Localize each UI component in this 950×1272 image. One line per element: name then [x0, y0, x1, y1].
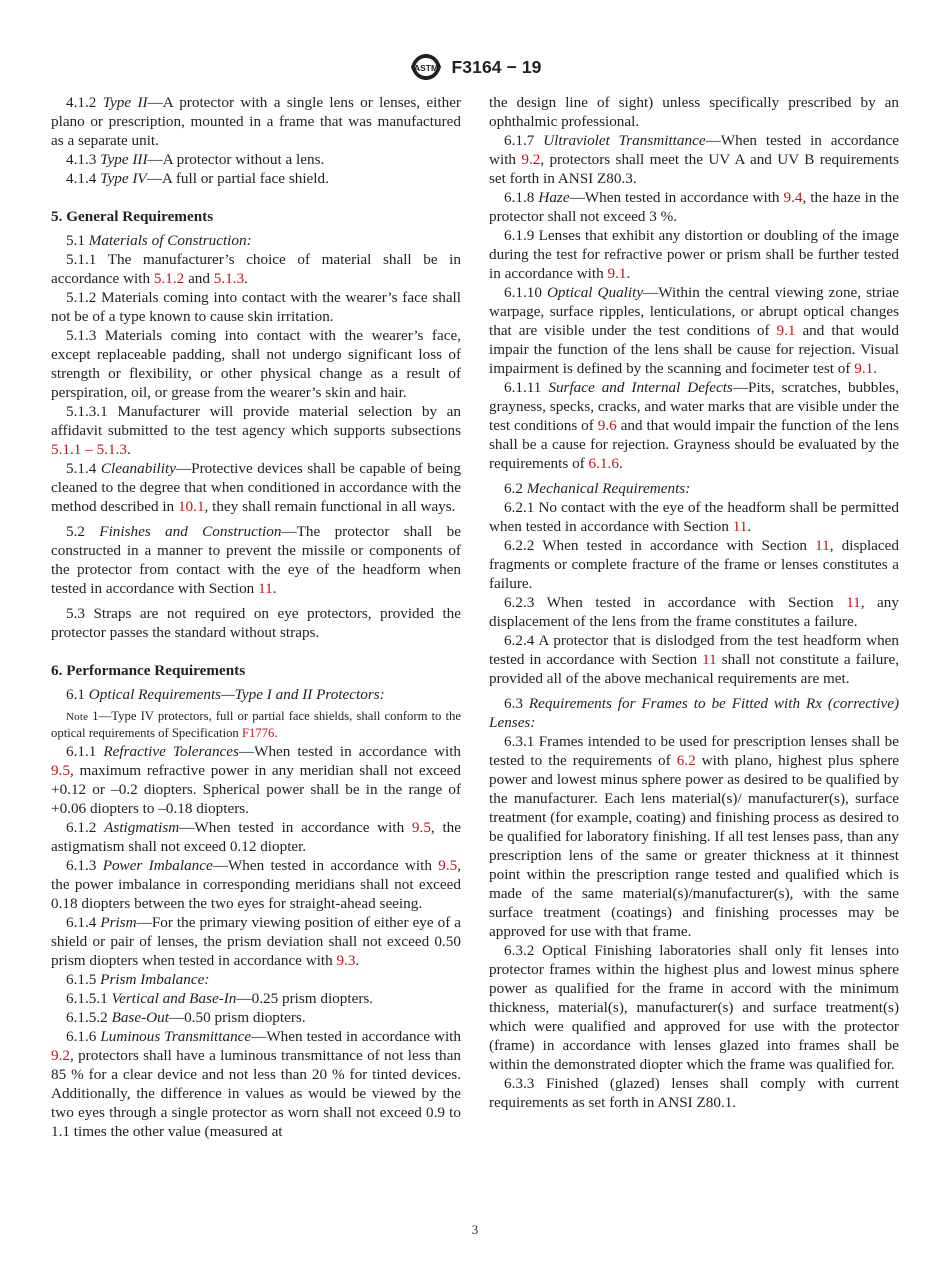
para-6-1-3: 6.1.3 Power Imbalance—When tested in accordance with 9.5, the power imbalance in corresponding meridians shall not exceed 0.18 diopters between the two eyes for straight-ahead seeing.	[51, 857, 462, 912]
para-6-2-1: 6.2.1 No contact with the eye of the headform shall be permitted when tested in accordance with Section 11.	[489, 499, 899, 535]
ref-link[interactable]: 11	[846, 594, 861, 611]
note-1: Note 1—Type IV protectors, full or partial face shields, shall conform to the optical requirements of Specification F1776.	[51, 709, 461, 740]
ref-link[interactable]: 9.6	[597, 417, 617, 434]
para-6-1-8: 6.1.8 Haze—When tested in accordance with 9.4, the haze in the protector shall not exceed 3 %.	[489, 189, 899, 225]
page-number: 3	[471, 1222, 479, 1237]
para-6-1-2: 6.1.2 Astigmatism—When tested in accordance with 9.5, the astigmatism shall not exceed 0.12 diopter.	[51, 819, 461, 855]
ref-link[interactable]: 9.4	[783, 189, 803, 206]
para-6-3: 6.3 Requirements for Frames to be Fitted with Rx (corrective) Lenses:	[489, 695, 900, 731]
ref-link[interactable]: 11	[258, 580, 273, 597]
ref-link[interactable]: 10.1	[177, 498, 205, 515]
ref-link[interactable]: 9.5	[411, 819, 431, 836]
para-4-1-4: 4.1.4 Type IV—A full or partial face shield.	[66, 170, 329, 187]
para-6-1-9: 6.1.9 Lenses that exhibit any distortion or doubling of the image during the test for refractive power or prism shall be further tested in accordance with 9.1.	[489, 227, 899, 282]
para-6-2-2: 6.2.2 When tested in accordance with Section 11, displaced fragments or complete fracture of the frame or lenses constitutes a failure.	[489, 537, 899, 592]
astm-logo-icon	[408, 52, 444, 82]
ref-link[interactable]: 5.1.1 – 5.1.3	[51, 441, 127, 458]
ref-link[interactable]: 9.5	[438, 857, 458, 874]
para-6-1-7: 6.1.7 Ultraviolet Transmittance—When tested in accordance with 9.2, protectors shall meet the UV A and UV B requirements set forth in ANSI Z80.3.	[489, 132, 899, 187]
left-column	[51, 93, 461, 1141]
document-id: F3164 − 19	[451, 56, 542, 77]
ref-link[interactable]: 5.1.3	[213, 270, 245, 287]
ref-link[interactable]: 9.1	[607, 265, 627, 282]
ref-link[interactable]: 9.1	[776, 322, 796, 339]
ref-link[interactable]: F1776	[241, 726, 275, 740]
para-5-1-3: 5.1.3 Materials coming into contact with the wearer’s face, except replaceable padding, shall not undergo significant loss of strength or flexibility, or other physical change as a result of perspiration, oil, or grease from the wearer’s skin and hair.	[51, 327, 461, 401]
ref-link[interactable]: 11	[702, 651, 717, 668]
ref-link[interactable]: 6.2	[676, 752, 696, 769]
para-5-1: 5.1 Materials of Construction:	[66, 232, 252, 249]
para-6-1-6-continued: the design line of sight) unless specifically prescribed by an ophthalmic professional.	[489, 94, 899, 130]
para-6-1-4: 6.1.4 Prism—For the primary viewing position of either eye of a shield or pair of lenses, the prism deviation shall not exceed 0.50 prism diopters when tested in accordance with 9.3.	[51, 914, 461, 969]
para-5-1-1: 5.1.1 The manufacturer’s choice of material shall be in accordance with 5.1.2 and 5.1.3.	[51, 251, 461, 287]
para-6-1-5-1: 6.1.5.1 Vertical and Base-In—0.25 prism diopters.	[66, 990, 374, 1007]
section-heading-5: 5. General Requirements	[51, 208, 214, 225]
para-6-1: 6.1 Optical Requirements—Type I and II Protectors:	[66, 686, 385, 703]
para-5-1-4: 5.1.4 Cleanability—Protective devices shall be capable of being cleaned to the degree that when conditioned in accordance with the method described in 10.1, they shall remain functional in all ways.	[51, 460, 461, 515]
page-header	[0, 50, 950, 84]
para-6-1-1: 6.1.1 Refractive Tolerances—When tested in accordance with 9.5, maximum refractive power in any meridian shall not exceed +0.12 or –0.2 diopters. Spherical power shall be in the range of +0.06 diopters to –0.18 diopters.	[51, 743, 462, 817]
section-heading-6: 6. Performance Requirements	[51, 662, 246, 679]
ref-link[interactable]: 5.1.2	[153, 270, 185, 287]
para-6-3-1: 6.3.1 Frames intended to be used for prescription lenses shall be tested to the requirements of 6.2 with plano, highest plus sphere power and lowest minus sphere power as desired to be qualified by the manufacturer. Each lens material(s)/ manufacturer(s), surface treatment (for example, coating) and finishing process as desired to be qualified for laboratory finishing. If all test lenses pass, than any prescription lens of the same or greater thickness at it thinnest point within the prescription range tested and qualified which is made of the same material(s)/manufacturer(s), with the same surface treatment (coatings) and finishing processes may be approved for use with that frame.	[489, 733, 899, 940]
para-6-1-6: 6.1.6 Luminous Transmittance—When tested in accordance with 9.2, protectors shall have a luminous transmittance of not less than 85 % for a clear device and not less than 20 % for tinted devices. Additionally, the difference in values as would be viewed by the two eyes through a single protector as worn shall not exceed 0.9 to 1.1 times the other value (measured at	[51, 1028, 461, 1140]
ref-link[interactable]: 11	[815, 537, 830, 554]
para-6-1-5: 6.1.5 Prism Imbalance:	[66, 971, 210, 988]
para-5-1-2: 5.1.2 Materials coming into contact with the wearer’s face shall not be of a type known to cause skin irritation.	[51, 289, 461, 325]
ref-link[interactable]: 9.2	[521, 151, 541, 168]
astm-logo-text: ASTM	[414, 63, 439, 73]
ref-link[interactable]: 9.3	[336, 952, 356, 969]
ref-link[interactable]: 9.2	[51, 1047, 70, 1064]
right-column	[489, 93, 899, 1112]
para-6-2: 6.2 Mechanical Requirements:	[504, 480, 691, 497]
para-5-1-3-1: 5.1.3.1 Manufacturer will provide material selection by an affidavit submitted to the test agency which supports subsections 5.1.1 – 5.1.3.	[51, 403, 461, 458]
ref-link[interactable]: 11	[732, 518, 748, 535]
para-6-3-3: 6.3.3 Finished (glazed) lenses shall comply with current requirements as set forth in ANSI Z80.1.	[489, 1075, 899, 1111]
para-4-1-2: 4.1.2 Type II—A protector with a single lens or lenses, either plano or prescription, mounted in a frame that was manufactured as a separate unit.	[51, 94, 461, 149]
ref-link[interactable]: 6.1.6	[588, 455, 619, 472]
para-6-3-2: 6.3.2 Optical Finishing laboratories shall only fit lenses into protector frames within the highest plus and lowest minus sphere power as qualified for the frame in accord with the minimum thickness, material(s), manufacturer(s) and surface treatment(s) which were qualified and approved for use with the protector (frame) in accordance with lenses glazed into frames shall be within the demonstrated diopter which the frame was qualified for.	[489, 942, 899, 1073]
para-4-1-3: 4.1.3 Type III—A protector without a lens.	[66, 151, 325, 168]
para-6-1-5-2: 6.1.5.2 Base-Out—0.50 prism diopters.	[66, 1009, 306, 1026]
para-5-3: 5.3 Straps are not required on eye protectors, provided the protector passes the standard without straps.	[51, 605, 461, 641]
para-6-1-10: 6.1.10 Optical Quality—Within the central viewing zone, striae warpage, surface ripples, lenticulations, or abrupt optical changes that are visible under the test conditions of 9.1 and that would impair the function of the lens shall be cause for rejection. Visual impairment is defined by the scanning and focimeter test of 9.1.	[489, 284, 900, 377]
ref-link[interactable]: 9.1	[854, 360, 874, 377]
para-5-2: 5.2 Finishes and Construction—The protector shall be constructed in a manner to prevent the missile or components of the protector from contact with the eye of the headform when tested in accordance with Section 11.	[51, 523, 462, 597]
para-6-2-4: 6.2.4 A protector that is dislodged from the test headform when tested in accordance with Section 11 shall not constitute a failure, provided all of the above mechanical requirements are met.	[489, 632, 899, 687]
para-6-1-11: 6.1.11 Surface and Internal Defects—Pits, scratches, bubbles, grayness, specks, cracks, and water marks that are visible under the test conditions of 9.6 and that would impair the function of the lens shall be a cause for rejection. Grayness should be evaluated by the requirements of 6.1.6.	[489, 379, 900, 472]
para-6-2-3: 6.2.3 When tested in accordance with Section 11, any displacement of the lens from the frame constitutes a failure.	[489, 594, 899, 630]
ref-link[interactable]: 9.5	[51, 762, 70, 779]
